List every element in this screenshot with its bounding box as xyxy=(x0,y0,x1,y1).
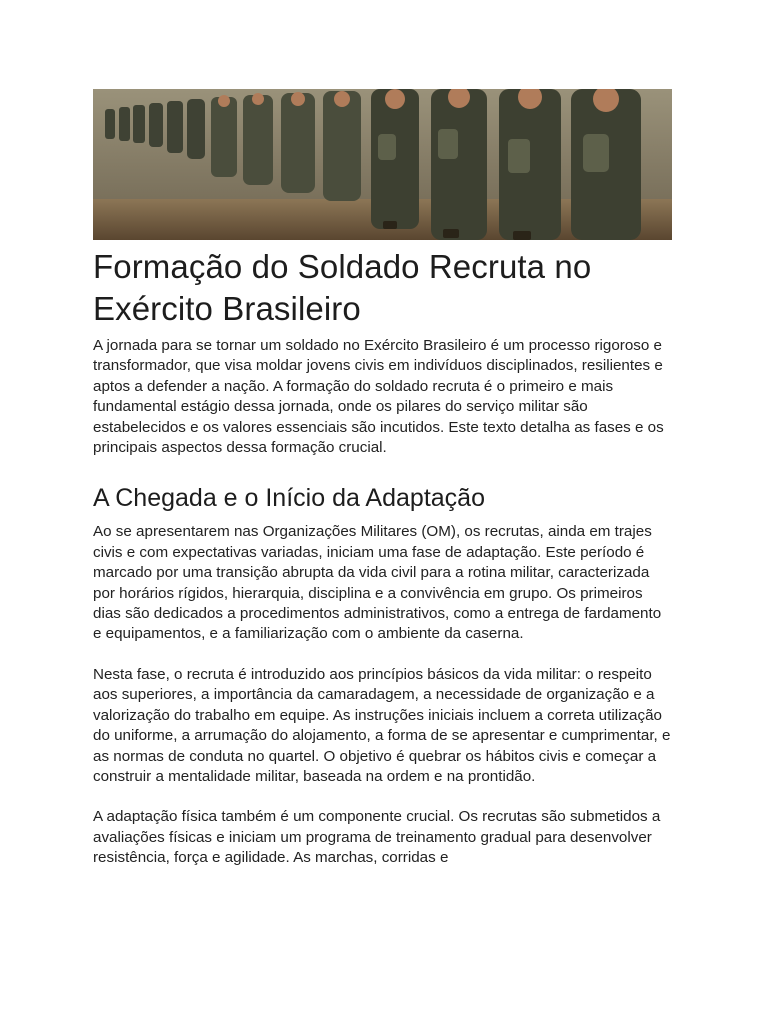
page-title: Formação do Soldado Recruta no Exército Brasileiro xyxy=(93,248,592,327)
section-heading: A Chegada e o Início da Adaptação xyxy=(93,484,485,513)
document-page xyxy=(93,89,673,869)
intro-paragraph: A jornada para se tornar um soldado no Exército Brasileiro é um processo rigoroso e transformador, que visa moldar jovens civis em indivíduos disciplinados, resilientes e aptos a defender a nação. A formação do soldado recruta é o primeiro e mais fundamental estágio dessa jornada, onde os pilares do serviço militar são estabelecidos e os valores essenciais são incutidos. Este texto detalha as fases e os principais aspectos dessa formação crucial. xyxy=(93,337,664,457)
section-paragraph-3: A adaptação física também é um componente crucial. Os recrutas são submetidos a avaliações físicas e iniciam um programa de treinamento gradual para desenvolver resistência, força e agilidade. As marchas, corridas e xyxy=(93,808,661,867)
hero-image-soldiers-marching xyxy=(93,89,672,240)
section-paragraph-2: Nesta fase, o recruta é introduzido aos princípios básicos da vida militar: o respeito aos superiores, a importância da camaradagem, a necessidade de organização e a valorização do trabalho em equipe. As instruções iniciais incluem a correta utilização do uniforme, a arrumação do alojamento, a forma de se apresentar e cumprimentar, e as normas de conduta no quartel. O objetivo é quebrar os hábitos civis e começar a construir a mentalidade militar, baseada na ordem e na prontidão. xyxy=(93,665,671,785)
soldiers-illustration xyxy=(93,89,672,240)
section-paragraph-1: Ao se apresentarem nas Organizações Militares (OM), os recrutas, ainda em trajes civis e com expectativas variadas, iniciam uma fase de adaptação. Este período é marcado por uma transição abrupta da vida civil para a rotina militar, caracterizada por horários rígidos, hierarquia, disciplina e a convivência em grupo. Os primeiros dias são dedicados a procedimentos administrativos, como a entrega de fardamento e equipamentos, e a familiarização com o ambiente da caserna. xyxy=(93,523,662,643)
